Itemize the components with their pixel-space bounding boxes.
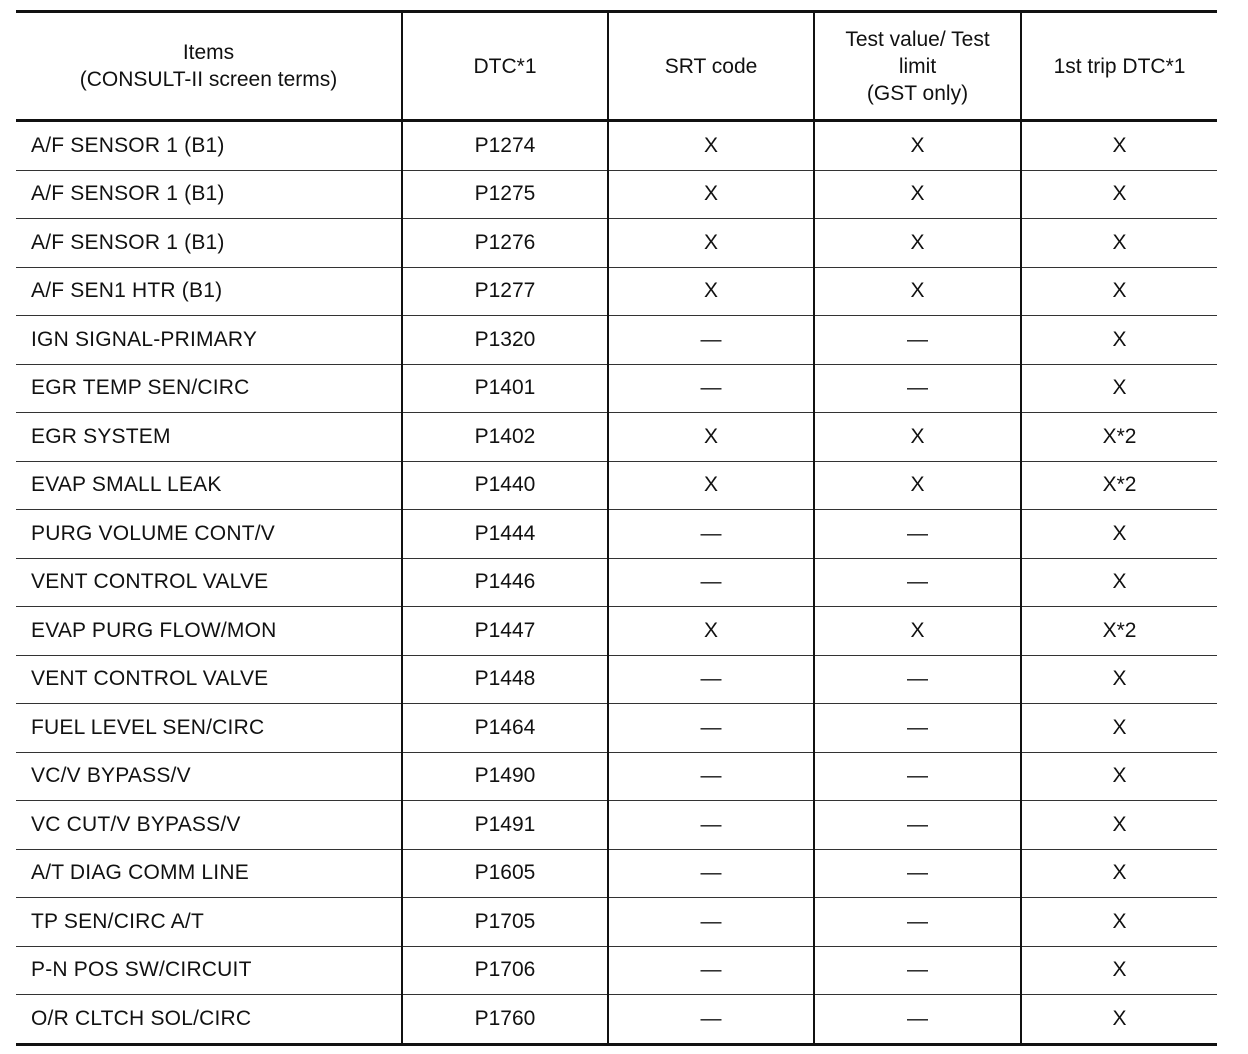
srt-code-cell: X [608, 413, 814, 462]
test-value-cell: — [814, 898, 1021, 947]
srt-code-cell: — [608, 510, 814, 559]
dtc-cell: P1490 [402, 752, 608, 801]
dtc-cell: P1274 [402, 121, 608, 171]
first-trip-dtc-cell: X [1021, 316, 1217, 365]
srt-code-cell: X [608, 267, 814, 316]
srt-code-cell: X [608, 170, 814, 219]
test-value-cell: — [814, 558, 1021, 607]
header-srt-code: SRT code [608, 12, 814, 121]
dtc-cell: P1277 [402, 267, 608, 316]
dtc-cell: P1440 [402, 461, 608, 510]
first-trip-dtc-cell: X [1021, 849, 1217, 898]
header-test-value: Test value/ Test limit (GST only) [814, 12, 1021, 121]
first-trip-dtc-cell: X [1021, 801, 1217, 850]
table-row [16, 898, 1217, 947]
srt-code-cell: — [608, 655, 814, 704]
test-value-cell: X [814, 170, 1021, 219]
table-row [16, 558, 1217, 607]
test-value-cell: — [814, 946, 1021, 995]
header-dtc: DTC*1 [402, 12, 608, 121]
first-trip-dtc-cell: X [1021, 995, 1217, 1045]
dtc-cell: P1275 [402, 170, 608, 219]
header-row [16, 12, 1217, 121]
test-value-cell: X [814, 121, 1021, 171]
first-trip-dtc-cell: X [1021, 898, 1217, 947]
srt-code-cell: — [608, 704, 814, 753]
table-row [16, 849, 1217, 898]
table-header [16, 12, 1217, 121]
dtc-table [16, 10, 1217, 1046]
srt-code-cell: X [608, 607, 814, 656]
item-cell: P-N POS SW/CIRCUIT [16, 946, 402, 995]
test-value-cell: — [814, 704, 1021, 753]
first-trip-dtc-cell: X [1021, 219, 1217, 268]
first-trip-dtc-cell: X [1021, 121, 1217, 171]
table-row [16, 121, 1217, 171]
dtc-cell: P1447 [402, 607, 608, 656]
dtc-cell: P1444 [402, 510, 608, 559]
dtc-cell: P1446 [402, 558, 608, 607]
srt-code-cell: X [608, 121, 814, 171]
item-cell: VC CUT/V BYPASS/V [16, 801, 402, 850]
dtc-cell: P1706 [402, 946, 608, 995]
srt-code-cell: — [608, 558, 814, 607]
dtc-cell: P1464 [402, 704, 608, 753]
srt-code-cell: — [608, 946, 814, 995]
table-row [16, 510, 1217, 559]
dtc-cell: P1448 [402, 655, 608, 704]
table-row [16, 364, 1217, 413]
item-cell: IGN SIGNAL-PRIMARY [16, 316, 402, 365]
item-cell: A/F SENSOR 1 (B1) [16, 170, 402, 219]
item-cell: VENT CONTROL VALVE [16, 655, 402, 704]
test-value-cell: — [814, 364, 1021, 413]
header-items: Items (CONSULT-II screen terms) [16, 12, 402, 121]
srt-code-cell: — [608, 752, 814, 801]
test-value-cell: X [814, 607, 1021, 656]
srt-code-cell: — [608, 316, 814, 365]
table-row [16, 267, 1217, 316]
test-value-cell: X [814, 413, 1021, 462]
table-row [16, 607, 1217, 656]
test-value-cell: — [814, 995, 1021, 1045]
table-row [16, 946, 1217, 995]
first-trip-dtc-cell: X [1021, 946, 1217, 995]
srt-code-cell: — [608, 849, 814, 898]
first-trip-dtc-cell: X*2 [1021, 461, 1217, 510]
item-cell: TP SEN/CIRC A/T [16, 898, 402, 947]
table-row [16, 801, 1217, 850]
dtc-cell: P1401 [402, 364, 608, 413]
item-cell: EGR TEMP SEN/CIRC [16, 364, 402, 413]
item-cell: EVAP SMALL LEAK [16, 461, 402, 510]
test-value-cell: — [814, 510, 1021, 559]
first-trip-dtc-cell: X [1021, 655, 1217, 704]
dtc-cell: P1760 [402, 995, 608, 1045]
table-row [16, 316, 1217, 365]
first-trip-dtc-cell: X [1021, 364, 1217, 413]
test-value-cell: — [814, 316, 1021, 365]
table-row [16, 170, 1217, 219]
table-row [16, 461, 1217, 510]
item-cell: VENT CONTROL VALVE [16, 558, 402, 607]
test-value-cell: — [814, 655, 1021, 704]
first-trip-dtc-cell: X [1021, 752, 1217, 801]
test-value-cell: X [814, 219, 1021, 268]
srt-code-cell: — [608, 995, 814, 1045]
item-cell: EVAP PURG FLOW/MON [16, 607, 402, 656]
first-trip-dtc-cell: X [1021, 558, 1217, 607]
item-cell: VC/V BYPASS/V [16, 752, 402, 801]
test-value-cell: — [814, 849, 1021, 898]
test-value-cell: X [814, 267, 1021, 316]
first-trip-dtc-cell: X [1021, 170, 1217, 219]
item-cell: A/F SEN1 HTR (B1) [16, 267, 402, 316]
srt-code-cell: — [608, 364, 814, 413]
table-row [16, 752, 1217, 801]
table-body [16, 121, 1217, 1045]
item-cell: O/R CLTCH SOL/CIRC [16, 995, 402, 1045]
table-row [16, 704, 1217, 753]
srt-code-cell: X [608, 461, 814, 510]
srt-code-cell: X [608, 219, 814, 268]
first-trip-dtc-cell: X [1021, 704, 1217, 753]
table-row [16, 655, 1217, 704]
dtc-cell: P1402 [402, 413, 608, 462]
item-cell: A/T DIAG COMM LINE [16, 849, 402, 898]
srt-code-cell: — [608, 898, 814, 947]
dtc-cell: P1276 [402, 219, 608, 268]
table-row [16, 219, 1217, 268]
first-trip-dtc-cell: X*2 [1021, 607, 1217, 656]
test-value-cell: — [814, 801, 1021, 850]
test-value-cell: — [814, 752, 1021, 801]
item-cell: EGR SYSTEM [16, 413, 402, 462]
dtc-cell: P1605 [402, 849, 608, 898]
dtc-cell: P1491 [402, 801, 608, 850]
srt-code-cell: — [608, 801, 814, 850]
table-row [16, 413, 1217, 462]
item-cell: A/F SENSOR 1 (B1) [16, 219, 402, 268]
item-cell: A/F SENSOR 1 (B1) [16, 121, 402, 171]
first-trip-dtc-cell: X [1021, 267, 1217, 316]
first-trip-dtc-cell: X*2 [1021, 413, 1217, 462]
dtc-cell: P1320 [402, 316, 608, 365]
test-value-cell: X [814, 461, 1021, 510]
dtc-cell: P1705 [402, 898, 608, 947]
item-cell: FUEL LEVEL SEN/CIRC [16, 704, 402, 753]
first-trip-dtc-cell: X [1021, 510, 1217, 559]
header-first-trip-dtc: 1st trip DTC*1 [1021, 12, 1217, 121]
table-row [16, 995, 1217, 1045]
item-cell: PURG VOLUME CONT/V [16, 510, 402, 559]
